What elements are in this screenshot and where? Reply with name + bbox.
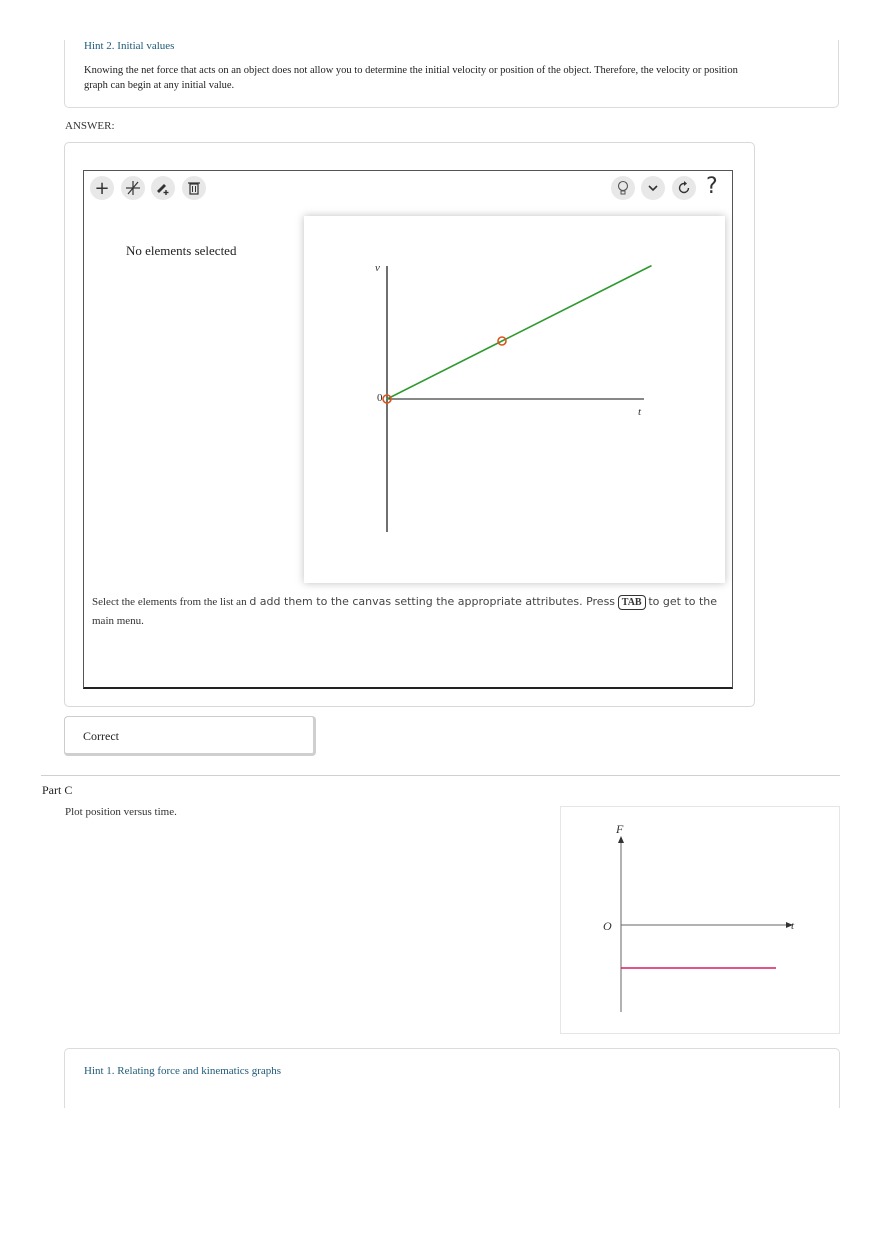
instructions-part-1: Select the elements from the list an: [92, 596, 247, 608]
origin-label: 0: [377, 392, 383, 404]
selection-status: No elements selected: [126, 243, 237, 258]
refresh-icon: [677, 181, 691, 195]
hint-1-title[interactable]: Hint 1. Relating force and kinematics graphs: [84, 1065, 282, 1077]
graph-canvas[interactable]: [304, 216, 725, 583]
chevron-down-icon: [648, 184, 658, 192]
feedback-correct: [64, 716, 316, 756]
answer-label: ANSWER:: [65, 120, 115, 132]
instructions-part-2: d add them to the canvas setting the appropriate attributes. Press: [249, 595, 616, 608]
section-divider: [41, 775, 840, 776]
velocity-line[interactable]: [387, 266, 652, 399]
instructions-line-2: main menu.: [92, 615, 144, 627]
tab-key-badge: TAB: [618, 595, 646, 610]
trash-icon: [187, 180, 201, 196]
instructions-part-3: to get to the: [648, 595, 718, 608]
part-c-label: Part C: [42, 783, 73, 797]
y-axis-label: v: [375, 262, 380, 274]
hint-2-title[interactable]: Hint 2. Initial values: [84, 40, 175, 52]
add-element-button[interactable]: [90, 176, 114, 200]
hint-button[interactable]: [611, 176, 635, 200]
f-origin-label: O: [603, 919, 612, 933]
f-y-label: F: [616, 822, 624, 836]
velocity-graph[interactable]: [304, 216, 725, 583]
add-point-button[interactable]: [151, 176, 175, 200]
vector-icon: [125, 180, 141, 196]
reset-button[interactable]: [672, 176, 696, 200]
instructions: [92, 592, 732, 631]
force-graph: [561, 807, 841, 1035]
dropdown-button[interactable]: [641, 176, 665, 200]
delete-button[interactable]: [182, 176, 206, 200]
hint-1-panel: [64, 1048, 840, 1108]
help-button[interactable]: ?: [706, 174, 718, 199]
feedback-text: Correct: [83, 729, 119, 743]
x-axis-label: t: [638, 406, 642, 418]
lightbulb-icon: [616, 180, 630, 196]
pencil-plus-icon: [155, 180, 171, 196]
part-c-prompt: Plot position versus time.: [65, 806, 177, 818]
plus-icon: +: [94, 177, 110, 199]
hint-2-text: Knowing the net force that acts on an object does not allow you to determine the initial velocity or position of the object. Therefore, the velocity or position graph can begin at any initial value.: [84, 65, 738, 91]
f-x-label: t: [791, 920, 795, 932]
f-y-arrow: [618, 836, 624, 843]
vector-tool-button[interactable]: [121, 176, 145, 200]
force-figure: [560, 806, 840, 1034]
